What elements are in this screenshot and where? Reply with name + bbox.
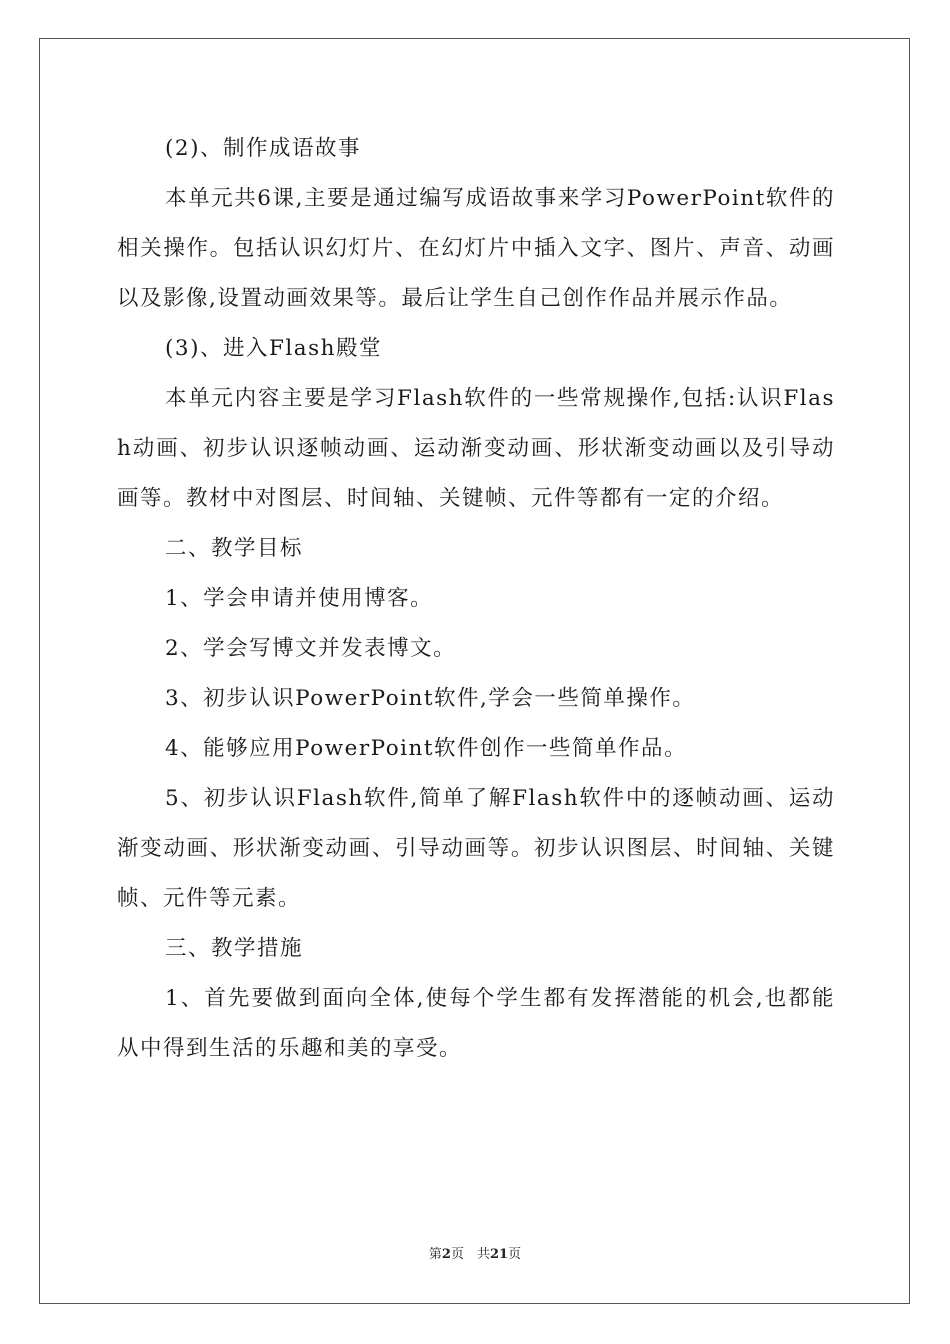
goal-item-4: 4、能够应用PowerPoint软件创作一些简单作品。	[165, 736, 688, 761]
heading-unit-3: (3)、进入Flash殿堂	[165, 336, 382, 361]
footer-prefix: 第	[428, 1247, 442, 1262]
heading-teaching-measures: 三、教学措施	[165, 936, 304, 961]
heading-teaching-goals: 二、教学目标	[165, 536, 304, 561]
footer-suffix: 页	[508, 1247, 522, 1262]
total-page-count: 21	[489, 1247, 509, 1262]
paragraph-unit-3-description: 本单元内容主要是学习Flash软件的一些常规操作,包括:认识Flash动画、初步认识逐帧动画、运动渐变动画、形状渐变动画以及引导动画等。教材中对图层、时间轴、关键帧、元件等都有一定的介绍。	[117, 386, 835, 511]
paragraph-unit-2-description: 本单元共6课,主要是通过编写成语故事来学习PowerPoint软件的相关操作。包括认识幻灯片、在幻灯片中插入文字、图片、声音、动画以及影像,设置动画效果等。最后让学生自己创作作品并展示作品。	[117, 186, 835, 311]
footer-middle: 页 共	[450, 1247, 490, 1262]
goal-item-5: 5、初步认识Flash软件,简单了解Flash软件中的逐帧动画、运动渐变动画、形状渐变动画、引导动画等。初步认识图层、时间轴、关键帧、元件等元素。	[117, 786, 835, 911]
current-page-number: 2	[441, 1247, 451, 1262]
goal-item-1: 1、学会申请并使用博客。	[165, 586, 434, 611]
heading-unit-2: (2)、制作成语故事	[165, 136, 361, 161]
measure-item-1: 1、首先要做到面向全体,使每个学生都有发挥潜能的机会,也都能从中得到生活的乐趣和美的享受。	[117, 986, 835, 1061]
goal-item-3: 3、初步认识PowerPoint软件,学会一些简单操作。	[165, 686, 696, 711]
goal-item-2: 2、学会写博文并发表博文。	[165, 636, 457, 661]
document-body	[117, 124, 835, 1074]
page-footer	[0, 1247, 950, 1263]
